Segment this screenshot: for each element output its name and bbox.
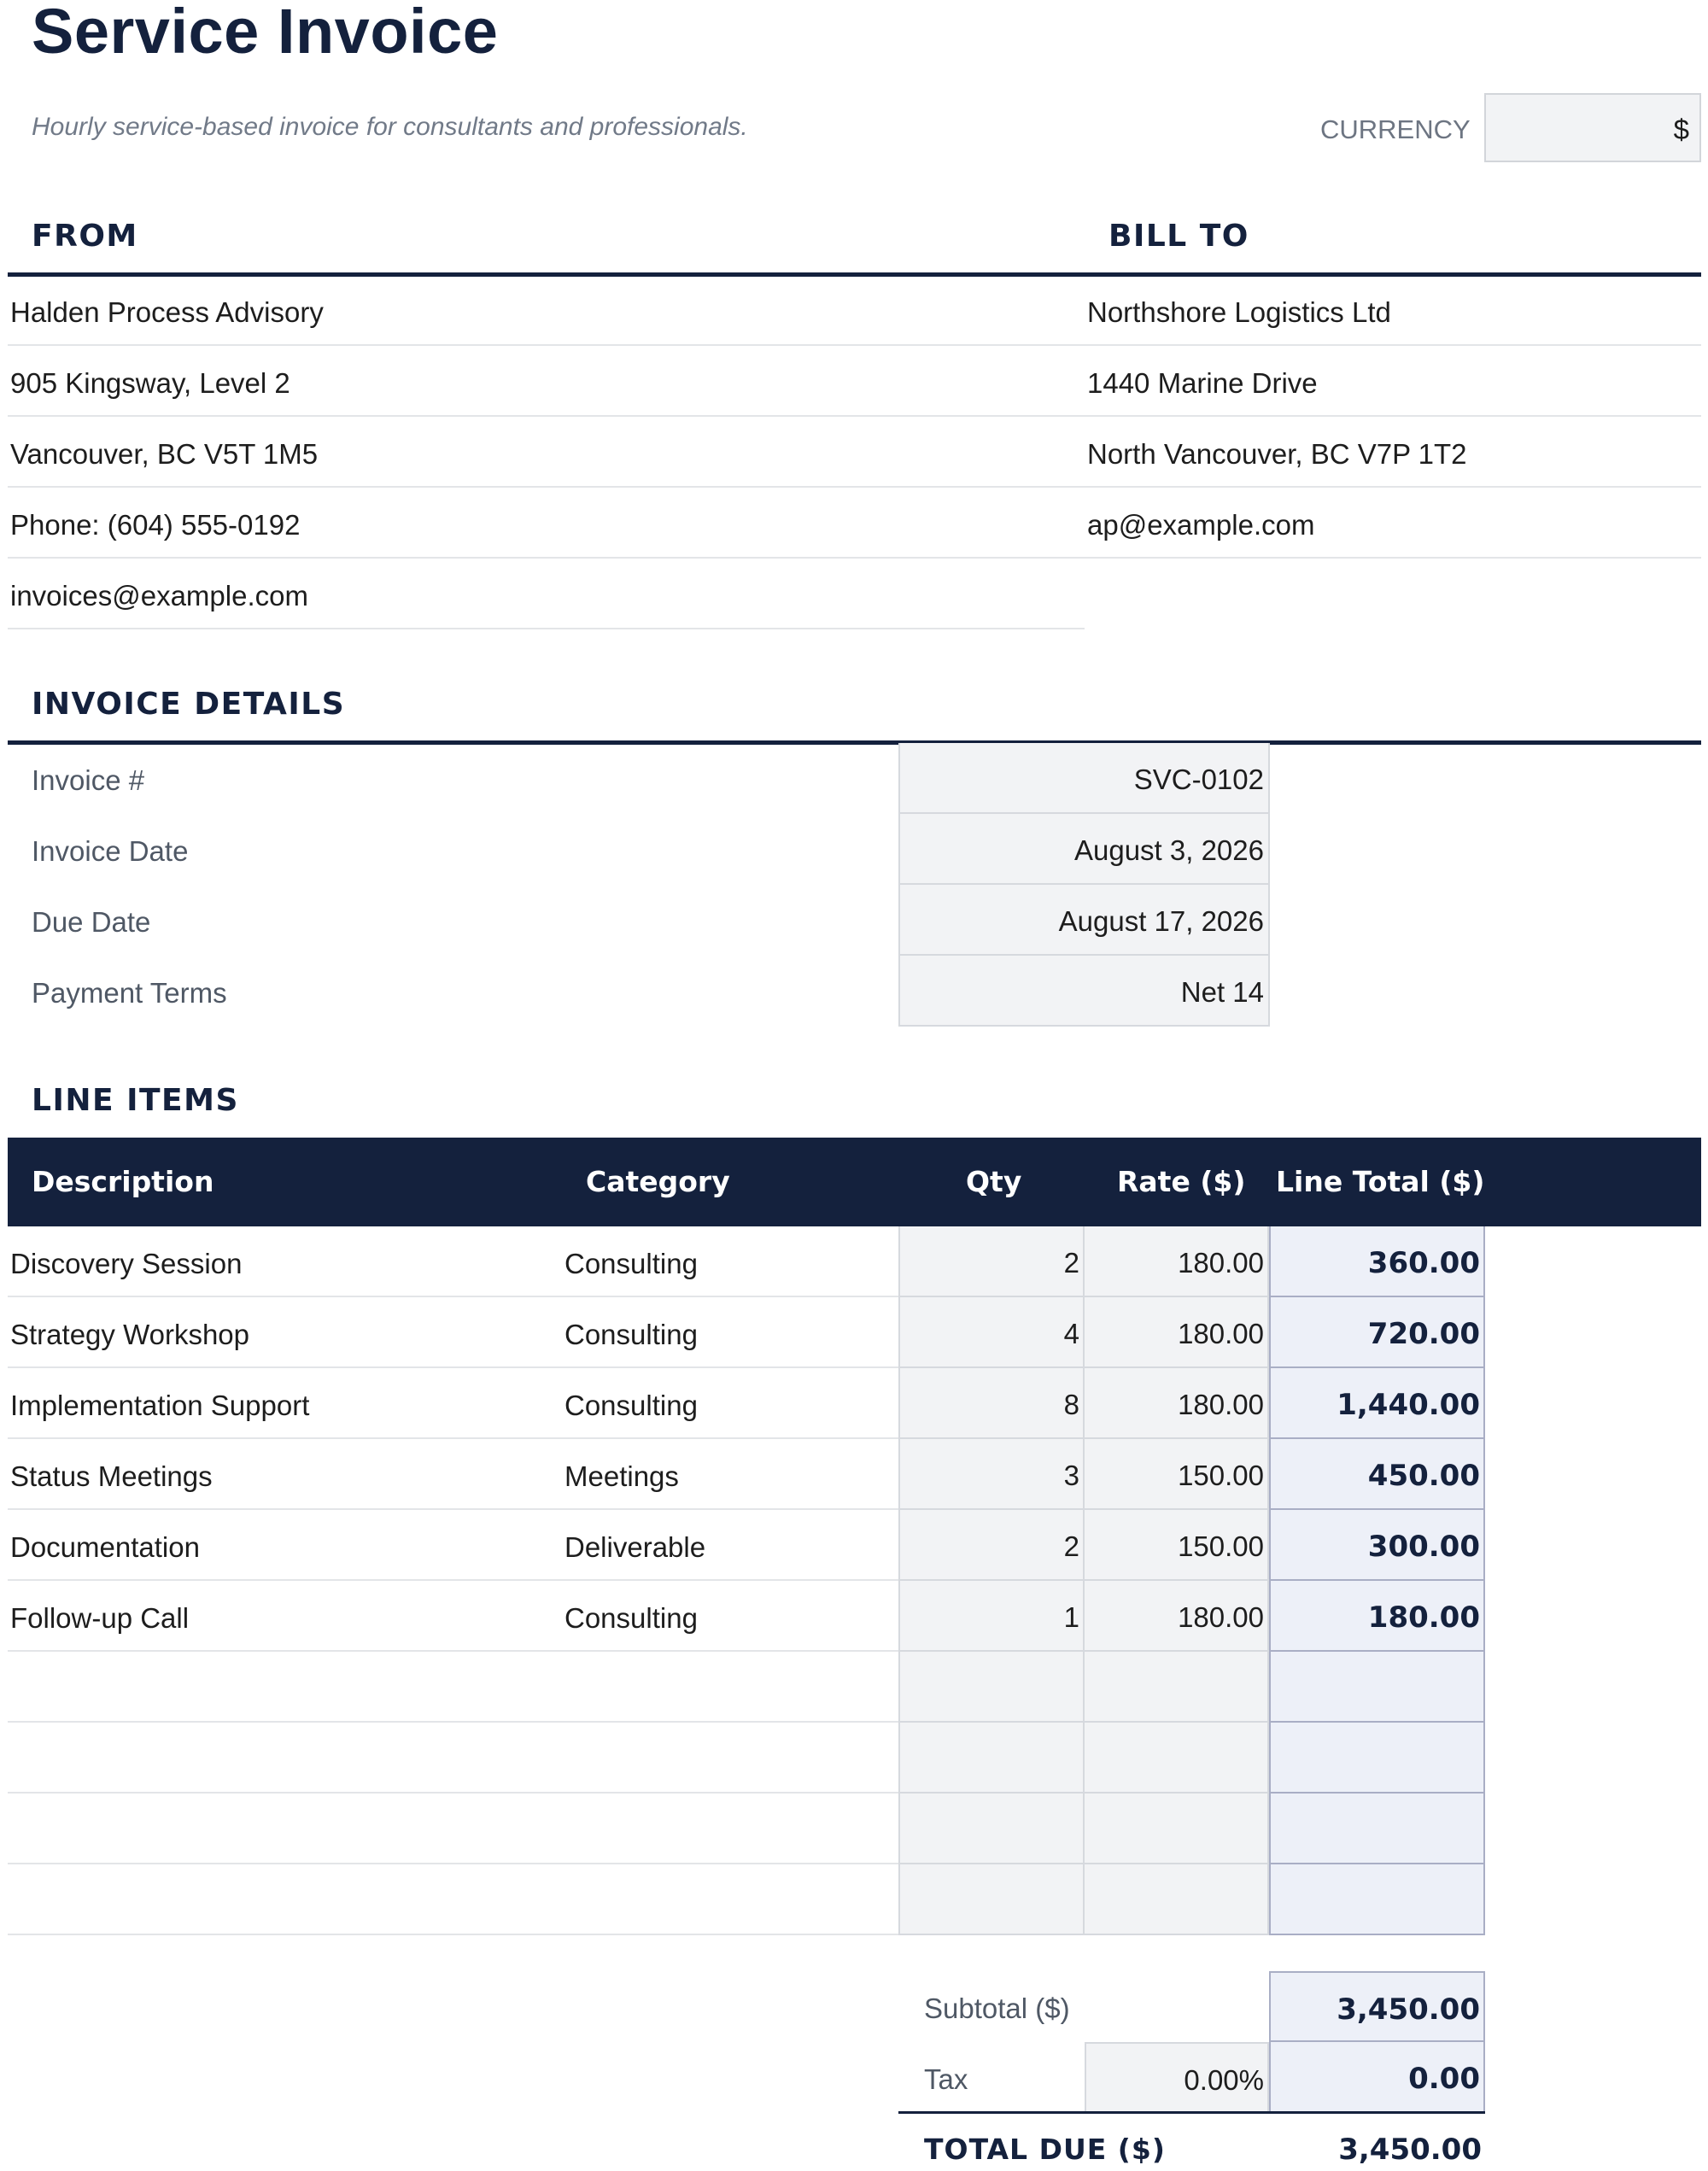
bill-to-line-city: North Vancouver, BC V7P 1T2 <box>1087 438 1467 470</box>
row-divider <box>1085 415 1701 417</box>
empty-qty-cell[interactable] <box>898 1723 1085 1794</box>
from-line-name: Halden Process Advisory <box>10 296 324 328</box>
row-divider <box>1085 344 1701 346</box>
empty-rate-cell[interactable] <box>1085 1864 1269 1935</box>
empty-rate-cell[interactable] <box>1085 1794 1269 1864</box>
address-divider <box>8 272 1701 277</box>
column-header-qty: Qty <box>966 1165 1022 1198</box>
row-divider <box>8 628 1085 629</box>
item-category[interactable]: Consulting <box>564 1319 698 1350</box>
item-line-total: 360.00 <box>1269 1226 1485 1297</box>
due-date-label: Due Date <box>32 906 151 938</box>
item-line-total: 300.00 <box>1269 1510 1485 1581</box>
invoice-number-field[interactable]: SVC-0102 <box>898 743 1270 814</box>
row-divider <box>8 1792 898 1794</box>
payment-terms-label: Payment Terms <box>32 977 227 1009</box>
bill-to-line-email: ap@example.com <box>1087 509 1315 541</box>
subtotal-label: Subtotal ($) <box>924 1993 1070 2024</box>
item-qty[interactable]: 4 <box>898 1297 1085 1368</box>
item-category[interactable]: Deliverable <box>564 1531 706 1563</box>
empty-line-total-cell <box>1269 1864 1485 1935</box>
item-category[interactable]: Consulting <box>564 1248 698 1279</box>
currency-field[interactable]: $ <box>1484 93 1701 162</box>
item-description[interactable]: Strategy Workshop <box>10 1319 250 1350</box>
row-divider <box>1085 557 1701 559</box>
item-rate[interactable]: 150.00 <box>1085 1510 1269 1581</box>
item-description[interactable]: Status Meetings <box>10 1460 213 1492</box>
row-divider <box>8 1296 898 1297</box>
row-divider <box>8 1508 898 1510</box>
total-due-value: 3,450.00 <box>1338 2133 1482 2167</box>
item-line-total: 1,440.00 <box>1269 1368 1485 1439</box>
column-header-description: Description <box>32 1165 214 1198</box>
total-due-label: TOTAL DUE ($) <box>924 2133 1166 2166</box>
empty-qty-cell[interactable] <box>898 1794 1085 1864</box>
item-qty[interactable]: 8 <box>898 1368 1085 1439</box>
payment-terms-field[interactable]: Net 14 <box>898 956 1270 1027</box>
item-description[interactable]: Documentation <box>10 1531 200 1563</box>
bill-to-line-address: 1440 Marine Drive <box>1087 367 1318 399</box>
currency-label: CURRENCY <box>1320 114 1471 144</box>
due-date-field[interactable]: August 17, 2026 <box>898 885 1270 956</box>
page-title: Service Invoice <box>32 0 499 67</box>
empty-line-total-cell <box>1269 1794 1485 1864</box>
row-divider <box>8 415 1085 417</box>
item-rate[interactable]: 180.00 <box>1085 1368 1269 1439</box>
item-category[interactable]: Consulting <box>564 1602 698 1634</box>
item-qty[interactable]: 1 <box>898 1581 1085 1652</box>
row-divider <box>8 344 1085 346</box>
item-line-total: 180.00 <box>1269 1581 1485 1652</box>
subtotal-value: 3,450.00 <box>1269 1971 1485 2042</box>
item-description[interactable]: Implementation Support <box>10 1390 310 1421</box>
tax-rate-field[interactable]: 0.00% <box>1085 2042 1269 2113</box>
from-line-address: 905 Kingsway, Level 2 <box>10 367 290 399</box>
item-rate[interactable]: 180.00 <box>1085 1226 1269 1297</box>
line-items-heading: LINE ITEMS <box>32 1083 239 1118</box>
row-divider <box>8 1366 898 1368</box>
page-subtitle: Hourly service-based invoice for consultants and professionals. <box>32 113 748 141</box>
from-line-city: Vancouver, BC V5T 1M5 <box>10 438 319 470</box>
column-header-category: Category <box>586 1165 730 1198</box>
row-divider <box>1085 486 1701 488</box>
column-header-line-total: Line Total ($) <box>1276 1165 1485 1198</box>
row-divider <box>8 1579 898 1581</box>
row-divider <box>8 1721 898 1723</box>
invoice-number-label: Invoice # <box>32 764 145 796</box>
row-divider <box>8 1650 898 1652</box>
item-category[interactable]: Meetings <box>564 1460 679 1492</box>
empty-qty-cell[interactable] <box>898 1864 1085 1935</box>
empty-qty-cell[interactable] <box>898 1652 1085 1723</box>
from-line-phone: Phone: (604) 555-0192 <box>10 509 301 541</box>
from-heading: FROM <box>32 219 138 254</box>
tax-label: Tax <box>924 2063 968 2095</box>
row-divider <box>8 1934 898 1935</box>
item-rate[interactable]: 180.00 <box>1085 1581 1269 1652</box>
item-line-total: 720.00 <box>1269 1297 1485 1368</box>
item-qty[interactable]: 3 <box>898 1439 1085 1510</box>
empty-line-total-cell <box>1269 1652 1485 1723</box>
item-qty[interactable]: 2 <box>898 1510 1085 1581</box>
row-divider <box>8 1437 898 1439</box>
item-line-total: 450.00 <box>1269 1439 1485 1510</box>
bill-to-heading: BILL TO <box>1108 219 1249 254</box>
column-header-rate: Rate ($) <box>1117 1165 1246 1198</box>
tax-value: 0.00 <box>1269 2042 1485 2113</box>
details-divider <box>8 740 1701 745</box>
from-line-email: invoices@example.com <box>10 580 308 612</box>
item-description[interactable]: Discovery Session <box>10 1248 243 1279</box>
row-divider <box>8 1863 898 1864</box>
invoice-details-heading: INVOICE DETAILS <box>32 687 346 722</box>
invoice-date-label: Invoice Date <box>32 835 189 867</box>
row-divider <box>8 486 1085 488</box>
item-description[interactable]: Follow-up Call <box>10 1602 190 1634</box>
item-rate[interactable]: 180.00 <box>1085 1297 1269 1368</box>
row-divider <box>8 557 1085 559</box>
invoice-date-field[interactable]: August 3, 2026 <box>898 814 1270 885</box>
item-rate[interactable]: 150.00 <box>1085 1439 1269 1510</box>
empty-rate-cell[interactable] <box>1085 1723 1269 1794</box>
total-divider <box>898 2111 1485 2114</box>
item-category[interactable]: Consulting <box>564 1390 698 1421</box>
item-qty[interactable]: 2 <box>898 1226 1085 1297</box>
bill-to-line-name: Northshore Logistics Ltd <box>1087 296 1391 328</box>
empty-rate-cell[interactable] <box>1085 1652 1269 1723</box>
empty-line-total-cell <box>1269 1723 1485 1794</box>
